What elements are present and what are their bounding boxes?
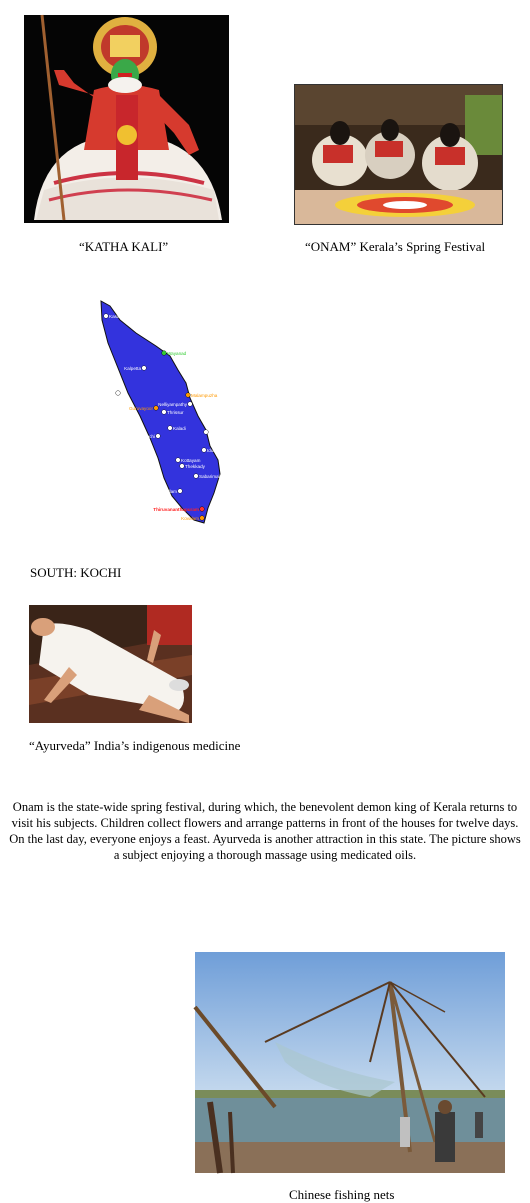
map-marker: [168, 426, 173, 431]
map-place-label: Nelliyampathy: [158, 402, 187, 407]
map-place-label: Malampuzha: [191, 393, 218, 398]
map-place-label: Thrissur: [167, 410, 184, 415]
map-place-label: Sabarimala: [199, 474, 223, 479]
kathakali-photo: [24, 15, 229, 223]
map-marker: [156, 434, 161, 439]
map-marker: [162, 410, 167, 415]
map-place-label: Kollam: [162, 489, 177, 494]
map-place-label: Kochi: [143, 434, 155, 439]
onam-caption: “ONAM” Kerala’s Spring Festival: [305, 239, 486, 254]
description-paragraph: Onam is the state-wide spring festival, during which, the benevolent demon king of Kerala returns to visit his subjects. Children collect flowers and arrange patterns in front of the houses for twelve days. On the last day, everyone enjoys a feast. Ayurveda is another attraction in this state. The picture shows a subject enjoying a thorough massage using medicated oils.: [9, 800, 521, 862]
kerala-map: [93, 298, 225, 526]
fishing-nets-photo: [195, 952, 505, 1173]
map-place-label: Munnar: [209, 430, 225, 435]
map-marker: [104, 314, 109, 319]
map-marker: [154, 406, 159, 411]
map-marker: [178, 489, 183, 494]
map-marker: [116, 391, 121, 396]
map-marker: [194, 474, 199, 479]
region-heading: SOUTH: KOCHI: [30, 565, 122, 580]
map-marker: [176, 458, 181, 463]
map-marker: [204, 430, 209, 435]
map-place-label: Kasargod: [109, 314, 129, 319]
fishing-nets-caption: Chinese fishing nets: [289, 1187, 395, 1202]
ayurveda-photo: [29, 605, 192, 723]
kathakali-caption: “KATHA KALI”: [79, 239, 169, 254]
kerala-state-shape: [101, 301, 220, 523]
map-marker: [142, 366, 147, 371]
map-marker: [180, 464, 185, 469]
map-marker: [200, 516, 205, 521]
map-place-label: Kozhikode: [93, 391, 115, 396]
map-place-label: Kalpetta: [124, 366, 141, 371]
ayurveda-caption: “Ayurveda” India’s indigenous medicine: [29, 738, 241, 753]
map-place-label: Thekkady: [185, 464, 205, 469]
map-marker: [200, 507, 205, 512]
map-place-label: Guruvayoor: [128, 406, 153, 411]
map-place-label: Kottayam: [181, 458, 201, 463]
map-marker: [202, 448, 207, 453]
map-marker: [188, 402, 193, 407]
onam-photo: [294, 84, 503, 225]
map-place-label: Wayanad: [167, 351, 187, 356]
map-place-label: Idukki: [207, 448, 220, 453]
map-marker: [186, 393, 191, 398]
map-place-label: Kovalam: [181, 516, 199, 521]
map-place-label: Kaladi: [173, 426, 186, 431]
map-place-label: Thiruvananthapuram: [153, 507, 199, 512]
map-marker: [162, 351, 167, 356]
